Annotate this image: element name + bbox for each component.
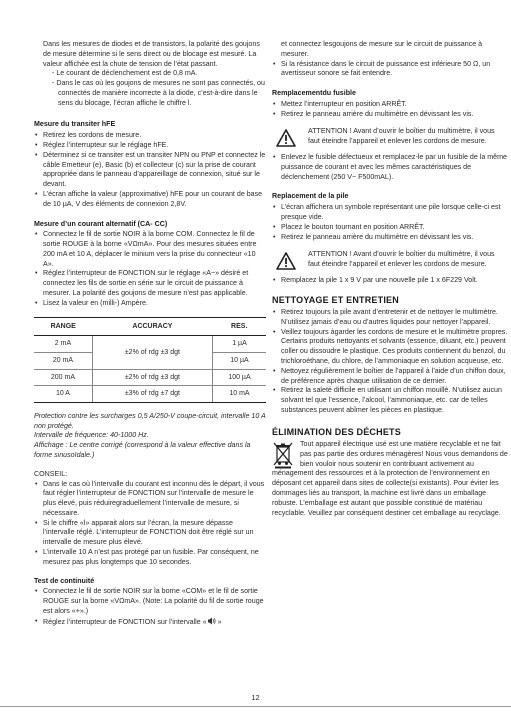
section-title-conseil: CONSEIL: <box>34 469 68 478</box>
maintenance-list <box>272 308 508 416</box>
table-row <box>34 386 266 403</box>
fuse-list <box>272 100 508 120</box>
table-header: ACCURACY <box>92 317 212 336</box>
section-title-fuse: Remplacementdu fusible <box>272 89 356 98</box>
accuracy-table <box>34 317 266 403</box>
battery-warning <box>272 250 508 270</box>
list-item: • L’écran affichera un symbole représentant une pile lorsque celle-ci est presque vide. <box>272 203 508 223</box>
list-item: • Veillez toujours àgarder les cordons de mesure et le multimètre propres. Certains produits nettoyants et solvants (essence, diluant, etc.) peuvent coller ou dissoudre le plastique. Ces produits contiennent du benzol, du trichloroéthane, du chlore, de l’ammoniaque en solution acqueuse, etc. <box>272 328 508 367</box>
list-item: • Retirez la saleté difficile en utilisant un chiffon mouillé. N’utilisez aucun solvant tel que l’essence, l’alcool, l’ammoniaque, etc. car de telles substances peuvent abîmer les pièces en plastique. <box>272 386 508 415</box>
list-item: • Lisez la valeur en (milli-) Ampère. <box>34 299 266 309</box>
list-item: • Déterminez si ce transiter est un transiter NPN ou PNP et connectez le câble Emetteur (e), Basic (b) et collecteur (c) sur la prise de courant appropriée dans le panneau d’appareillage de connexion, situé sur le devant. <box>34 151 266 190</box>
note: Intervalle de fréquence: 40-1000 Hz. <box>34 431 149 440</box>
footer-divider <box>0 706 511 707</box>
list-item: • Nettoyez régulièrement le boîtier de l’appareil à l’aide d’un chiffon doux, de préférence après chaque utilisation de ce dernier. <box>272 367 508 387</box>
list-item: • Connectez le fil de sortie NOIR sur la borne «COM» et le fil de sortie ROUGE sur la borne «VΩmA». (Note: La polarité du fil de sortie rouge est alors «+».) <box>34 587 266 616</box>
table-cell: 10 mA <box>212 386 266 403</box>
list-item: • Retirez le panneau arrière du multimètre en dévissant les vis. <box>272 233 508 243</box>
warning-text: ATTENTION ! Avant d’ouvrir le boîtier du multimètre, il vous faut éteindre l’appareil et enlever les cordons de mesure. <box>308 127 495 146</box>
continuity-list-2 <box>272 60 508 80</box>
table-cell: 100 µA <box>212 369 266 386</box>
list-item: • Mettez l’interrupteur en position ARRÊT. <box>272 100 508 110</box>
section-title-continuity: Test de continuité <box>34 576 95 585</box>
list-item: • L’intervalle 10 A n’est pas protégé par un fusible. Par conséquent, ne mesurez pas plus longtemps que 10 secondes. <box>34 548 266 568</box>
table-header: RANGE <box>34 317 92 336</box>
conseil-list <box>34 480 266 568</box>
disposal-text: Tout appareil électrique usé est une matière recyclable et ne fait pas pas partie des ordures ménagères! Nous vous demandons de bien vouloir nous soutenir en contribuant activement au ménagement des ressources et à la protection de l’environnement en déposant cet appareil dans sites de collecte(si existants). Pour éviter les dommages liés au transport, la machine est livré dans un emballage robuste. L’emballage est autant que possible constitué de matériau recyclable. Veuillez par conséquent destiner cet emballage au recyclage. <box>272 440 508 517</box>
list-item: • Retirez le panneau arrière du multimètre en dévissant les vis. <box>272 110 508 120</box>
list-item: • Retirez les cordons de mesure. <box>34 131 266 141</box>
list-item: • Réglez l’interrupteur sur le réglage hFE. <box>34 141 266 151</box>
table-cell: ±2% of rdg ±3 dgt <box>92 336 212 369</box>
battery-list <box>272 203 508 242</box>
section-title-battery: Replacement de la pile <box>272 192 349 201</box>
paragraph: Dans les mesures de diodes et de transistors, la polarité des goujons de mesure détermine si le sens direct ou de blocage est mesuré. La valeur affichée est la chute de tension de l’état passant. <box>43 40 260 68</box>
table-row <box>34 336 266 353</box>
list-item-text-end: » <box>217 617 222 626</box>
section-title-disposal: ÉLIMINATION DES DÉCHETS <box>272 426 401 437</box>
section-title-hfe: Mesure du transiter hFE <box>34 120 116 129</box>
continuity-continued <box>272 40 508 60</box>
paragraph: - Le courant de déclenchement est de 0,8 mA. <box>52 69 198 78</box>
weee-bin-icon <box>272 441 294 469</box>
table-cell: 2 mA <box>34 336 92 353</box>
paragraph: et connectez lesgoujons de mesure sur le circuit de puissance à mesurer. <box>281 40 483 58</box>
table-cell: ±3% of rdg ±7 dgt <box>92 386 212 403</box>
table-cell: 1 µA <box>212 336 266 353</box>
left-column <box>34 40 266 627</box>
table-cell: ±2% of rdg ±3 dgt <box>92 369 212 386</box>
disposal-block <box>272 440 508 518</box>
page-number: 12 <box>251 693 260 702</box>
list-item: • Enlevez le fusible défectueux et remplacez-le par un fusible de la même puissance de courant et avec les mêmes caractéristiques de déclenchement (250 V~ F500mAL). <box>272 153 508 182</box>
continuity-sound-icon <box>207 617 216 625</box>
hfe-list <box>34 131 266 209</box>
table-header: RES. <box>212 317 266 336</box>
note: Protection contre les surcharges 0,5 A/250-V coupe-circuit, intervalle 10 A non protégé. <box>34 411 266 430</box>
list-item: • L’écran affiche la valeur (approximative) hFE pour un courant de base de 10 µA, V des éléments de connexion 2,8V. <box>34 190 266 210</box>
table-cell: 200 mA <box>34 369 92 386</box>
warning-icon <box>276 129 296 147</box>
table-cell: 10 µA <box>212 352 266 369</box>
list-item: • Connectez le fil de sortie NOIR à la borne COM. Connectez le fil de sortie ROUGE à la borne «VΩmA». Pour des mesures situées entre 200 mA et 10 A, déplacer le minium vers la prise du connecteur «10 A». <box>34 230 266 269</box>
list-item: • Dans le cas où l’intervalle du courant est inconnu dès le départ, il vous faut régler l’interrupteur de FONCTION sur l’intervalle de mesure le plus élevé, puis réduiregraduellement l’intervalle de mesure, si nécessaire. <box>34 480 266 519</box>
table-cell: 20 mA <box>34 352 92 369</box>
continuity-list <box>34 587 266 627</box>
note: Affichage : Le centre corrigé (correspond à la valeur effective dans la forme sinusoïdale.) <box>34 441 251 459</box>
diode-intro <box>34 40 266 108</box>
table-row <box>34 369 266 386</box>
right-column <box>272 40 508 518</box>
list-item: • Remplacez la pile 1 x 9 V par une nouvelle pile 1 x 6F229 Volt. <box>272 276 508 286</box>
list-item: • Retirez toujours la pile avant d’entretenir et de nettoyer le multimètre. N’utilisez jamais d’eau ou d’autres liquides pour nettoyer l’appareil. <box>272 308 508 328</box>
paragraph: - Dans le cas où les goujons de mesures ne sont pas connectés, ou connectés de manière incorrecte à la diode, c’est-à-dire dans le sens du blocage, l’écran affiche le chiffre l. <box>52 79 265 107</box>
fuse-warning <box>272 127 508 147</box>
list-item: • Placez le bouton tournant en position ARRÊT. <box>272 223 508 233</box>
list-item: • Si la résistance dans le circuit de puissance est inférieure 50 Ω, un avertisseur sonore se fait entendre. <box>272 60 508 80</box>
section-title-ac: Mesure d’un courant alternatif (CA- CC) <box>34 219 168 228</box>
list-item-text: Réglez l’interrupteur de FONCTION sur l’intervalle « <box>43 617 207 626</box>
battery-list-2 <box>272 276 508 286</box>
warning-text: ATTENTION ! Avant d’ouvrir le boîtier du multimètre, il vous faut éteindre l’appareil et enlever les cordons de mesure. <box>308 250 495 269</box>
ac-list <box>34 230 266 308</box>
fuse-list-2 <box>272 153 508 182</box>
section-title-maintenance: NETTOYAGE ET ENTRETIEN <box>272 294 399 305</box>
warning-icon <box>276 252 296 270</box>
list-item <box>34 617 266 628</box>
list-item: • Si le chiffre «l» apparait alors sur l’écran, la mesure dépasse l’intervalle réglé. L’interrupteur de FONCTION doit être réglé sur un intervalle de mesure plus élevé. <box>34 519 266 548</box>
list-item: • Réglez l’interrupteur de FONCTION sur le réglage «A~» désiré et connectez les fils de sortie en série sur le circuit de puissance à mesurer. La polarité des goujons de mesure n’est pas applicable. <box>34 269 266 298</box>
ac-notes <box>34 412 266 461</box>
table-cell: 10 A <box>34 386 92 403</box>
